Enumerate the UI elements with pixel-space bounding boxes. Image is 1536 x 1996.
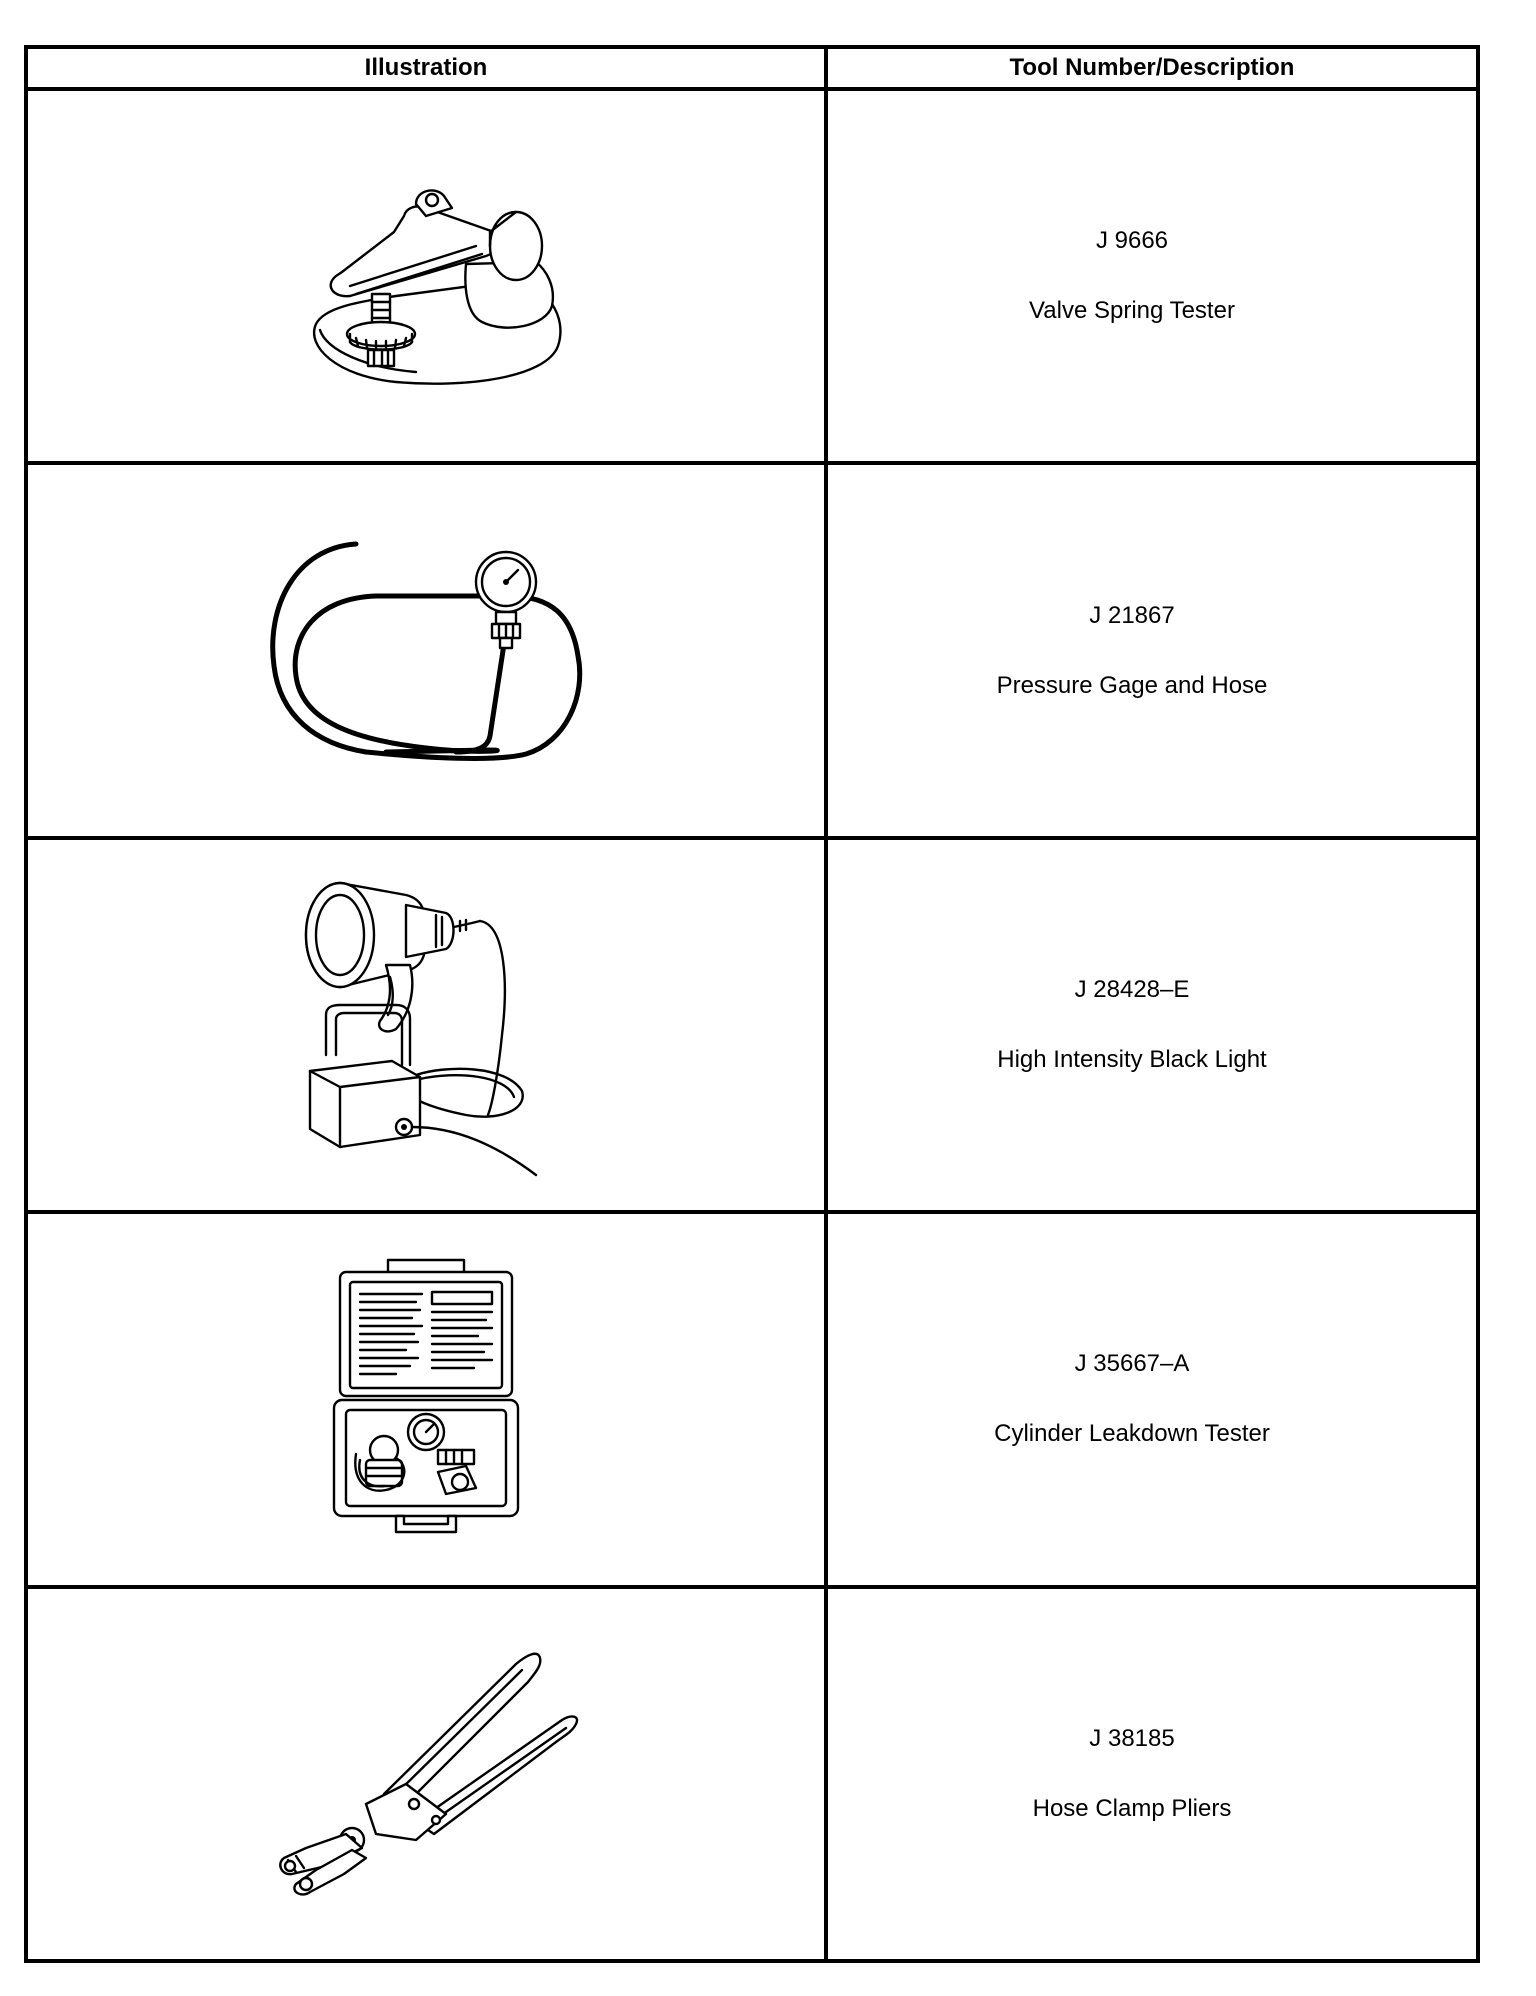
- header-tool-number-description: Tool Number/Description: [826, 47, 1478, 89]
- table-row: [26, 1587, 1478, 1961]
- description-cell: [826, 463, 1478, 837]
- table-row: [26, 838, 1478, 1212]
- description-cell: [826, 838, 1478, 1212]
- tool-description: High Intensity Black Light: [997, 1045, 1267, 1073]
- header-row: [26, 47, 1478, 89]
- table-row: [26, 463, 1478, 837]
- illustration-cell: [26, 89, 826, 463]
- illustration-cell: [26, 463, 826, 837]
- tool-number: J 21867: [1089, 601, 1175, 629]
- black-light-icon: [296, 865, 556, 1185]
- description-cell: [826, 89, 1478, 463]
- tool-number: J 28428–E: [1074, 975, 1190, 1003]
- valve-spring-tester-icon: [276, 146, 576, 406]
- table-row: [26, 89, 1478, 463]
- illustration-cell: [26, 1587, 826, 1961]
- header-illustration: Illustration: [26, 47, 826, 89]
- table-row: [26, 1212, 1478, 1586]
- description-cell: [826, 1587, 1478, 1961]
- tool-description: Pressure Gage and Hose: [996, 671, 1268, 699]
- tool-description: Cylinder Leakdown Tester: [994, 1420, 1270, 1448]
- illustration-cell: [26, 838, 826, 1212]
- description-cell: [826, 1212, 1478, 1586]
- tool-description: Hose Clamp Pliers: [1032, 1794, 1232, 1822]
- tool-number: J 9666: [1095, 227, 1169, 255]
- pressure-gage-hose-icon: [256, 526, 596, 776]
- tool-description: Valve Spring Tester: [1029, 297, 1235, 325]
- hose-clamp-pliers-icon: [266, 1644, 586, 1904]
- tool-number: J 35667–A: [1074, 1350, 1190, 1378]
- leakdown-tester-icon: [326, 1254, 526, 1544]
- tool-number: J 38185: [1089, 1724, 1175, 1752]
- tool-table: [24, 45, 1480, 1963]
- illustration-cell: [26, 1212, 826, 1586]
